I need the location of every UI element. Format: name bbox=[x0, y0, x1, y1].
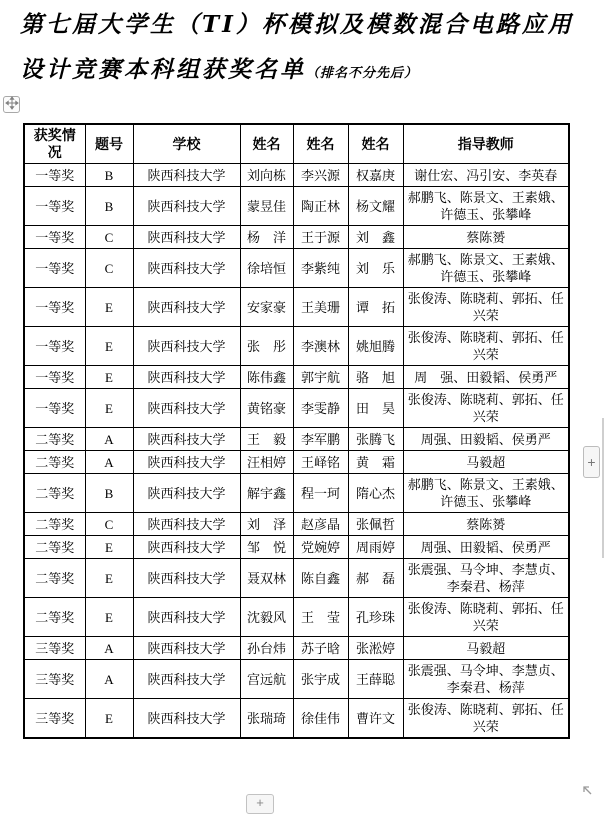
award-cell: 二等奖 bbox=[24, 428, 85, 451]
name-cell-1: 张瑞琦 bbox=[240, 699, 293, 739]
name-cell-3: 权嘉庚 bbox=[348, 164, 403, 187]
teachers-cell: 周强、田毅韬、侯勇严 bbox=[403, 536, 569, 559]
name-cell-2: 张宇成 bbox=[293, 660, 348, 699]
name-cell-3: 王薛聪 bbox=[348, 660, 403, 699]
name-cell-3: 曹许文 bbox=[348, 699, 403, 739]
school-cell: 陕西科技大学 bbox=[133, 598, 240, 637]
teachers-cell: 周强、田毅韬、侯勇严 bbox=[403, 428, 569, 451]
school-cell: 陕西科技大学 bbox=[133, 699, 240, 739]
table-row bbox=[24, 451, 569, 474]
teachers-cell: 郝鹏飞、陈景文、王素娥、许德玉、张攀峰 bbox=[403, 249, 569, 288]
table-header bbox=[24, 124, 569, 164]
header-school: 学校 bbox=[133, 124, 240, 164]
name-cell-1: 张 彤 bbox=[240, 327, 293, 366]
bottom-plus-button[interactable]: + bbox=[246, 794, 274, 814]
table-row bbox=[24, 559, 569, 598]
header-teachers: 指导教师 bbox=[403, 124, 569, 164]
problem-cell: A bbox=[85, 660, 133, 699]
award-cell: 一等奖 bbox=[24, 249, 85, 288]
school-cell: 陕西科技大学 bbox=[133, 389, 240, 428]
award-cell: 二等奖 bbox=[24, 474, 85, 513]
teachers-cell: 郝鹏飞、陈景文、王素娥、许德玉、张攀峰 bbox=[403, 474, 569, 513]
table-body bbox=[24, 164, 569, 739]
header-row bbox=[24, 124, 569, 164]
award-cell: 三等奖 bbox=[24, 660, 85, 699]
teachers-cell: 马毅超 bbox=[403, 637, 569, 660]
table-row bbox=[24, 389, 569, 428]
name-cell-2: 王 莹 bbox=[293, 598, 348, 637]
name-cell-1: 解宇鑫 bbox=[240, 474, 293, 513]
header-name-1: 姓名 bbox=[240, 124, 293, 164]
name-cell-1: 宫远航 bbox=[240, 660, 293, 699]
name-cell-1: 黄铭豪 bbox=[240, 389, 293, 428]
teachers-cell: 张震强、马令坤、李慧贞、李秦君、杨萍 bbox=[403, 660, 569, 699]
name-cell-1: 聂双林 bbox=[240, 559, 293, 598]
problem-cell: E bbox=[85, 366, 133, 389]
teachers-cell: 张俊涛、陈晓莉、郭拓、任兴荣 bbox=[403, 288, 569, 327]
table-row bbox=[24, 164, 569, 187]
problem-cell: E bbox=[85, 536, 133, 559]
problem-cell: E bbox=[85, 288, 133, 327]
name-cell-1: 邹 悦 bbox=[240, 536, 293, 559]
school-cell: 陕西科技大学 bbox=[133, 660, 240, 699]
name-cell-2: 王峄铭 bbox=[293, 451, 348, 474]
name-cell-1: 蒙昱佳 bbox=[240, 187, 293, 226]
name-cell-1: 汪相婷 bbox=[240, 451, 293, 474]
award-cell: 一等奖 bbox=[24, 164, 85, 187]
title-line-2-main: 设计竞赛本科组获奖名单 bbox=[20, 56, 306, 83]
name-cell-1: 杨 洋 bbox=[240, 226, 293, 249]
award-cell: 一等奖 bbox=[24, 226, 85, 249]
name-cell-3: 田 昊 bbox=[348, 389, 403, 428]
name-cell-2: 王美珊 bbox=[293, 288, 348, 327]
table-move-handle[interactable] bbox=[3, 96, 20, 113]
name-cell-3: 孔珍珠 bbox=[348, 598, 403, 637]
problem-cell: A bbox=[85, 428, 133, 451]
name-cell-2: 苏子晗 bbox=[293, 637, 348, 660]
name-cell-2: 郭宇航 bbox=[293, 366, 348, 389]
teachers-cell: 马毅超 bbox=[403, 451, 569, 474]
name-cell-3: 骆 旭 bbox=[348, 366, 403, 389]
title-line-1: 第七届大学生（TI）杯模拟及模数混合电路应用 bbox=[20, 11, 574, 38]
table-row bbox=[24, 366, 569, 389]
name-cell-3: 姚旭腾 bbox=[348, 327, 403, 366]
awards-table bbox=[23, 123, 570, 739]
problem-cell: E bbox=[85, 327, 133, 366]
school-cell: 陕西科技大学 bbox=[133, 327, 240, 366]
award-cell: 一等奖 bbox=[24, 389, 85, 428]
name-cell-2: 陶正林 bbox=[293, 187, 348, 226]
name-cell-3: 谭 拓 bbox=[348, 288, 403, 327]
name-cell-2: 李兴源 bbox=[293, 164, 348, 187]
problem-cell: E bbox=[85, 699, 133, 739]
school-cell: 陕西科技大学 bbox=[133, 451, 240, 474]
table-row bbox=[24, 249, 569, 288]
table-row bbox=[24, 637, 569, 660]
award-cell: 二等奖 bbox=[24, 513, 85, 536]
table-row bbox=[24, 474, 569, 513]
award-cell: 三等奖 bbox=[24, 637, 85, 660]
award-cell: 三等奖 bbox=[24, 699, 85, 739]
problem-cell: A bbox=[85, 637, 133, 660]
problem-cell: A bbox=[85, 451, 133, 474]
award-cell: 一等奖 bbox=[24, 288, 85, 327]
teachers-cell: 张俊涛、陈晓莉、郭拓、任兴荣 bbox=[403, 327, 569, 366]
name-cell-1: 王 毅 bbox=[240, 428, 293, 451]
name-cell-3: 杨文耀 bbox=[348, 187, 403, 226]
teachers-cell: 张俊涛、陈晓莉、郭拓、任兴荣 bbox=[403, 699, 569, 739]
title-line-2-note: （排名不分先后） bbox=[306, 66, 419, 81]
award-cell: 二等奖 bbox=[24, 559, 85, 598]
award-cell: 一等奖 bbox=[24, 366, 85, 389]
award-cell: 二等奖 bbox=[24, 451, 85, 474]
school-cell: 陕西科技大学 bbox=[133, 637, 240, 660]
award-cell: 二等奖 bbox=[24, 536, 85, 559]
problem-cell: E bbox=[85, 559, 133, 598]
problem-cell: E bbox=[85, 598, 133, 637]
problem-cell: B bbox=[85, 164, 133, 187]
table-row bbox=[24, 660, 569, 699]
name-cell-2: 赵彦晶 bbox=[293, 513, 348, 536]
teachers-cell: 张震强、马令坤、李慧贞、李秦君、杨萍 bbox=[403, 559, 569, 598]
name-cell-1: 孙台炜 bbox=[240, 637, 293, 660]
award-cell: 一等奖 bbox=[24, 327, 85, 366]
name-cell-3: 郝 磊 bbox=[348, 559, 403, 598]
name-cell-3: 周雨婷 bbox=[348, 536, 403, 559]
name-cell-2: 党婉婷 bbox=[293, 536, 348, 559]
table-row bbox=[24, 536, 569, 559]
side-plus-button[interactable]: + bbox=[583, 446, 600, 478]
name-cell-1: 徐培恒 bbox=[240, 249, 293, 288]
move-cross-icon bbox=[6, 96, 18, 114]
name-cell-1: 陈伟鑫 bbox=[240, 366, 293, 389]
table-row bbox=[24, 226, 569, 249]
name-cell-3: 刘 鑫 bbox=[348, 226, 403, 249]
problem-cell: B bbox=[85, 187, 133, 226]
school-cell: 陕西科技大学 bbox=[133, 366, 240, 389]
award-cell: 二等奖 bbox=[24, 598, 85, 637]
school-cell: 陕西科技大学 bbox=[133, 288, 240, 327]
name-cell-2: 王于源 bbox=[293, 226, 348, 249]
table-row bbox=[24, 699, 569, 739]
school-cell: 陕西科技大学 bbox=[133, 164, 240, 187]
problem-cell: C bbox=[85, 249, 133, 288]
name-cell-3: 黄 霜 bbox=[348, 451, 403, 474]
name-cell-3: 刘 乐 bbox=[348, 249, 403, 288]
name-cell-1: 安家豪 bbox=[240, 288, 293, 327]
name-cell-3: 张淞婷 bbox=[348, 637, 403, 660]
table-resize-arrow-icon[interactable] bbox=[581, 784, 595, 798]
name-cell-2: 李雯静 bbox=[293, 389, 348, 428]
problem-cell: C bbox=[85, 226, 133, 249]
school-cell: 陕西科技大学 bbox=[133, 513, 240, 536]
title-line-2 bbox=[20, 51, 595, 84]
teachers-cell: 张俊涛、陈晓莉、郭拓、任兴荣 bbox=[403, 598, 569, 637]
document-title bbox=[20, 6, 595, 84]
problem-cell: C bbox=[85, 513, 133, 536]
problem-cell: E bbox=[85, 389, 133, 428]
school-cell: 陕西科技大学 bbox=[133, 226, 240, 249]
name-cell-3: 隋心杰 bbox=[348, 474, 403, 513]
teachers-cell: 张俊涛、陈晓莉、郭拓、任兴荣 bbox=[403, 389, 569, 428]
table-row bbox=[24, 513, 569, 536]
name-cell-3: 张腾飞 bbox=[348, 428, 403, 451]
school-cell: 陕西科技大学 bbox=[133, 187, 240, 226]
scrollbar-thumb[interactable] bbox=[602, 418, 604, 558]
school-cell: 陕西科技大学 bbox=[133, 249, 240, 288]
header-name-3: 姓名 bbox=[348, 124, 403, 164]
teachers-cell: 蔡陈赟 bbox=[403, 513, 569, 536]
header-award: 获奖情况 bbox=[24, 124, 85, 164]
school-cell: 陕西科技大学 bbox=[133, 428, 240, 451]
teachers-cell: 郝鹏飞、陈景文、王素娥、许德玉、张攀峰 bbox=[403, 187, 569, 226]
school-cell: 陕西科技大学 bbox=[133, 474, 240, 513]
table-row bbox=[24, 428, 569, 451]
name-cell-2: 徐佳伟 bbox=[293, 699, 348, 739]
award-cell: 一等奖 bbox=[24, 187, 85, 226]
name-cell-2: 陈自鑫 bbox=[293, 559, 348, 598]
table-row bbox=[24, 327, 569, 366]
table-row bbox=[24, 288, 569, 327]
table-row bbox=[24, 187, 569, 226]
school-cell: 陕西科技大学 bbox=[133, 559, 240, 598]
name-cell-2: 李紫纯 bbox=[293, 249, 348, 288]
teachers-cell: 蔡陈赟 bbox=[403, 226, 569, 249]
school-cell: 陕西科技大学 bbox=[133, 536, 240, 559]
name-cell-2: 李澳林 bbox=[293, 327, 348, 366]
name-cell-3: 张佩哲 bbox=[348, 513, 403, 536]
name-cell-2: 李军鹏 bbox=[293, 428, 348, 451]
header-name-2: 姓名 bbox=[293, 124, 348, 164]
teachers-cell: 谢仕宏、冯引安、李英春 bbox=[403, 164, 569, 187]
name-cell-1: 沈毅风 bbox=[240, 598, 293, 637]
name-cell-1: 刘向栋 bbox=[240, 164, 293, 187]
teachers-cell: 周 强、田毅韬、侯勇严 bbox=[403, 366, 569, 389]
table-row bbox=[24, 598, 569, 637]
problem-cell: B bbox=[85, 474, 133, 513]
name-cell-1: 刘 泽 bbox=[240, 513, 293, 536]
name-cell-2: 程一珂 bbox=[293, 474, 348, 513]
header-problem: 题号 bbox=[85, 124, 133, 164]
